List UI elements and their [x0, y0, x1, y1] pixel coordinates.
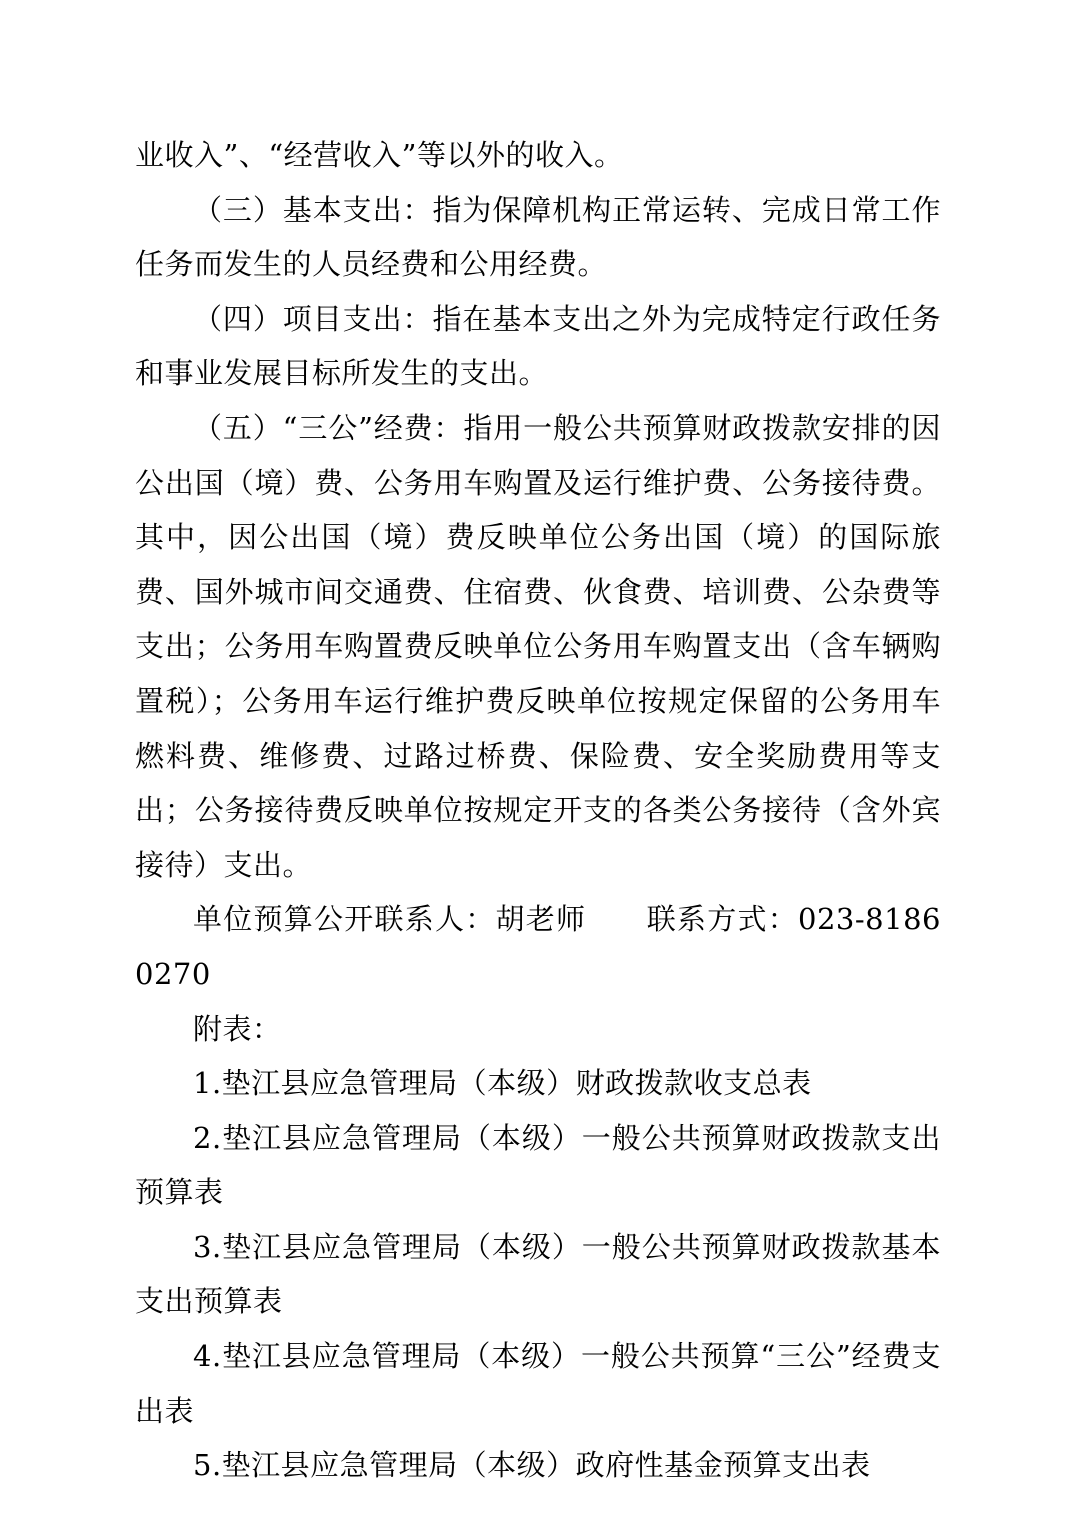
paragraph-continuation-other-income: 业收入”、“经营收入”等以外的收入。 — [135, 138, 624, 172]
attachment-item-4: 4.垫江县应急管理局（本级）一般公共预算“三公”经费支出表 — [135, 1339, 941, 1428]
attachments-heading: 附表： — [193, 1011, 282, 1046]
attachment-item-5: 5.垫江县应急管理局（本级）政府性基金预算支出表 — [193, 1448, 871, 1483]
paragraph-project-expenditure-definition: （四）项目支出：指在基本支出之外为完成特定行政任务和事业发展目标所发生的支出。 — [135, 301, 941, 391]
paragraph-three-public-funds-definition: （五）“三公”经费：指用一般公共预算财政拨款安排的因公出国（境）费、公务用车购置及运行维护费、公务接待费。其中，因公出国（境）费反映单位公务出国（境）的国际旅费、国外城市间交通费、住宿费、伙食费、培训费、公杂费等支出；公务用车购置费反映单位公务用车购置支出（含车辆购置税）；公务用车运行维护费反映单位按规定保留的公务用车燃料费、维修费、过路过桥费、保险费、安全奖励费用等支出；公务接待费反映单位按规定开支的各类公务接待（含外宾接待）支出。 — [135, 410, 941, 882]
paragraph-basic-expenditure-definition: （三）基本支出：指为保障机构正常运转、完成日常工作任务而发生的人员经费和公用经费。 — [135, 192, 941, 282]
attachment-item-3: 3.垫江县应急管理局（本级）一般公共预算财政拨款基本支出预算表 — [135, 1229, 941, 1319]
document-body — [135, 128, 941, 1493]
attachment-item-1: 1.垫江县应急管理局（本级）财政拨款收支总表 — [193, 1066, 812, 1101]
attachment-item-2: 2.垫江县应急管理局（本级）一般公共预算财政拨款支出预算表 — [135, 1120, 941, 1210]
contact-line: 单位预算公开联系人：胡老师 联系方式：023-81860270 — [135, 902, 941, 991]
